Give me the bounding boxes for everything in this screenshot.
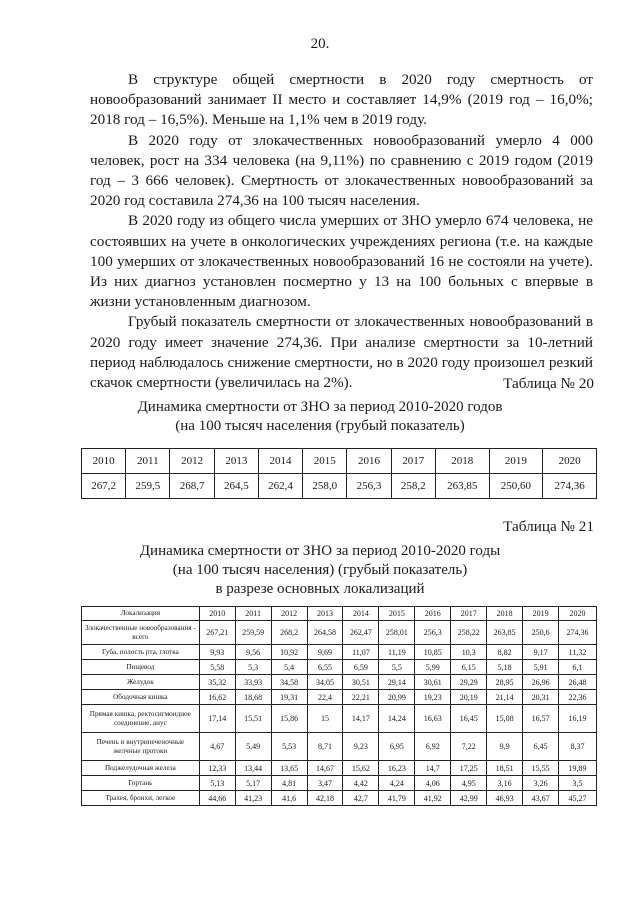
table21-value-cell: 41,23 xyxy=(235,791,271,806)
table21-site-cell: Прямая кишка, ректосигмоидное соединение, анус xyxy=(82,705,200,733)
table21-value-cell: 3,16 xyxy=(487,776,523,791)
table-row xyxy=(82,621,597,645)
table21-value-cell: 19,23 xyxy=(415,690,451,705)
table21-value-cell: 33,93 xyxy=(235,675,271,690)
table21-value-cell: 4,67 xyxy=(199,733,235,761)
table21-site-cell: Губа, полость рта, глотка xyxy=(82,645,200,660)
table21-value-cell: 15,51 xyxy=(235,705,271,733)
table21-value-cell: 34,05 xyxy=(307,675,343,690)
table21-value-cell: 6,15 xyxy=(451,660,487,675)
table21-value-cell: 262,47 xyxy=(343,621,379,645)
table21-value-cell: 16,57 xyxy=(523,705,559,733)
paragraph: В 2020 году из общего числа умерших от ЗНО умерло 674 человека, не состоявших на учете в онкологических учреждениях региона (т.е. на каждые 100 умерших от злокачественных новообразований 16 не состояли на учете). Из них диагноз установлен посмертно у 13 на 100 больных с впервые в жизни установленным диагнозом. xyxy=(90,212,593,311)
table21-value-cell: 258,01 xyxy=(379,621,415,645)
table21-header-year: 2014 xyxy=(343,607,379,621)
table21-value-cell: 5,13 xyxy=(199,776,235,791)
table21-value-cell: 7,22 xyxy=(451,733,487,761)
table21-value-cell: 19,31 xyxy=(271,690,307,705)
table21-value-cell: 4,24 xyxy=(379,776,415,791)
table-row xyxy=(82,705,597,733)
table21-value-cell: 22,4 xyxy=(307,690,343,705)
table21-value-cell: 14,67 xyxy=(307,761,343,776)
table21-value-cell: 9,17 xyxy=(523,645,559,660)
table21-value-cell: 18,68 xyxy=(235,690,271,705)
table21-header-year: 2010 xyxy=(199,607,235,621)
table21-value-cell: 14,17 xyxy=(343,705,379,733)
table-row xyxy=(82,660,597,675)
table21-site-cell: Злокачественные новообразования - всего xyxy=(82,621,200,645)
table21-value-cell: 41,6 xyxy=(271,791,307,806)
table20-value: 250,60 xyxy=(489,474,543,499)
table21-value-cell: 11,19 xyxy=(379,645,415,660)
table21-value-cell: 274,36 xyxy=(559,621,597,645)
table21-value-cell: 263,85 xyxy=(487,621,523,645)
table21-header-year: 2012 xyxy=(271,607,307,621)
table-row xyxy=(82,645,597,660)
table20-year: 2015 xyxy=(303,449,347,474)
table21-header-row xyxy=(82,607,597,621)
table21-value-cell: 5,3 xyxy=(235,660,271,675)
table20-years-row xyxy=(82,449,597,474)
table21-header-year: 2018 xyxy=(487,607,523,621)
table20-title-line: (на 100 тысяч населения (грубый показатель) xyxy=(175,418,465,434)
table21-value-cell: 3,47 xyxy=(307,776,343,791)
table21-site-cell: Поджелудочная железа xyxy=(82,761,200,776)
table20-values-row xyxy=(82,474,597,499)
table21-value-cell: 4,42 xyxy=(343,776,379,791)
paragraph: В 2020 году от злокачественных новообразований умерло 4 000 человек, рост на 334 человека (на 9,11%) по сравнению с 2019 годом (2019 год – 3 666 человек). Смертность от злокачественных новообразований за 2020 год составила 274,36 на 100 тысяч населения. xyxy=(90,131,593,210)
table20-value: 259,5 xyxy=(126,474,170,499)
table20-value: 267,2 xyxy=(82,474,126,499)
table21-value-cell: 9,93 xyxy=(199,645,235,660)
table21-value-cell: 6,59 xyxy=(343,660,379,675)
table20-value: 268,7 xyxy=(170,474,214,499)
table21-value-cell: 16,62 xyxy=(199,690,235,705)
table21-title-line: (на 100 тысяч населения) (грубый показатель) xyxy=(172,562,468,578)
table21-value-cell: 268,2 xyxy=(271,621,307,645)
table21-value-cell: 20,19 xyxy=(451,690,487,705)
table21-header-site: Локализация xyxy=(82,607,200,621)
table21-value-cell: 21,14 xyxy=(487,690,523,705)
table21-title-line: в разрезе основных локализаций xyxy=(215,581,425,597)
table21-value-cell: 16,45 xyxy=(451,705,487,733)
table21-value-cell: 5,4 xyxy=(271,660,307,675)
table21-value-cell: 258,22 xyxy=(451,621,487,645)
table21-value-cell: 6,55 xyxy=(307,660,343,675)
table20-year: 2014 xyxy=(258,449,302,474)
table21-value-cell: 17,14 xyxy=(199,705,235,733)
table21-value-cell: 9,69 xyxy=(307,645,343,660)
table21-value-cell: 5,53 xyxy=(271,733,307,761)
table21-value-cell: 17,25 xyxy=(451,761,487,776)
table21-value-cell: 250,6 xyxy=(523,621,559,645)
table21-value-cell: 10,92 xyxy=(271,645,307,660)
paragraph: Грубый показатель смертности от злокачественных новообразований в 2020 году имеет значение 274,36. При анализе смертности за 10-летний период наблюдалось снижение смертности, но в 2020 году произошел резкий скачок смертности (увеличилась на 2%). xyxy=(90,313,593,392)
table21-value-cell: 13,65 xyxy=(271,761,307,776)
table-row xyxy=(82,791,597,806)
table21-value-cell: 22,21 xyxy=(343,690,379,705)
table21-value-cell: 8,37 xyxy=(559,733,597,761)
table21-value-cell: 5,99 xyxy=(415,660,451,675)
table21-value-cell: 12,33 xyxy=(199,761,235,776)
table20-year: 2010 xyxy=(82,449,126,474)
table21-value-cell: 29,29 xyxy=(451,675,487,690)
table21-value-cell: 20,31 xyxy=(523,690,559,705)
table21-site-cell: Пищевод xyxy=(82,660,200,675)
table21-header-year: 2013 xyxy=(307,607,343,621)
table21-value-cell: 45,27 xyxy=(559,791,597,806)
table21-value-cell: 28,95 xyxy=(487,675,523,690)
table21-value-cell: 9,9 xyxy=(487,733,523,761)
table21-value-cell: 43,67 xyxy=(523,791,559,806)
table21-value-cell: 20,99 xyxy=(379,690,415,705)
table21-header-year: 2011 xyxy=(235,607,271,621)
table21-value-cell: 42,7 xyxy=(343,791,379,806)
table21-value-cell: 41,92 xyxy=(415,791,451,806)
table20-value: 274,36 xyxy=(543,474,597,499)
table21 xyxy=(81,606,597,806)
table21-value-cell: 267,21 xyxy=(199,621,235,645)
table20-year: 2016 xyxy=(347,449,391,474)
table-row xyxy=(82,733,597,761)
table21-value-cell: 9,23 xyxy=(343,733,379,761)
table20-year: 2012 xyxy=(170,449,214,474)
table21-value-cell: 16,23 xyxy=(379,761,415,776)
table21-value-cell: 4,06 xyxy=(415,776,451,791)
table21-value-cell: 11,32 xyxy=(559,645,597,660)
table21-value-cell: 14,7 xyxy=(415,761,451,776)
table-row xyxy=(82,675,597,690)
table20-value: 256,3 xyxy=(347,474,391,499)
table21-value-cell: 15,86 xyxy=(271,705,307,733)
table21-value-cell: 6,95 xyxy=(379,733,415,761)
table21-value-cell: 5,17 xyxy=(235,776,271,791)
table21-value-cell: 4,95 xyxy=(451,776,487,791)
table21-header-year: 2019 xyxy=(523,607,559,621)
page-number: 20. xyxy=(310,36,330,52)
table21-title-line: Динамика смертности от ЗНО за период 2010-2020 годы xyxy=(139,543,501,559)
table21-value-cell: 44,66 xyxy=(199,791,235,806)
table21-value-cell: 5,58 xyxy=(199,660,235,675)
table21-value-cell: 5,91 xyxy=(523,660,559,675)
body-text xyxy=(90,70,593,393)
table21-value-cell: 10,3 xyxy=(451,645,487,660)
table20-title-line: Динамика смертности от ЗНО за период 2010-2020 годов xyxy=(137,399,503,415)
paragraph: В структуре общей смертности в 2020 году смертность от новообразований занимает II место и составляет 14,9% (2019 год – 16,0%; 2018 год – 16,5%). Меньше на 1,1% чем в 2019 году. xyxy=(90,71,593,129)
table21-site-cell: Желудок xyxy=(82,675,200,690)
table20-value: 262,4 xyxy=(258,474,302,499)
table21-value-cell: 8,71 xyxy=(307,733,343,761)
table21-value-cell: 11,07 xyxy=(343,645,379,660)
table20-caption: Таблица № 20 xyxy=(503,375,594,392)
table20-value: 258,2 xyxy=(391,474,435,499)
table-row xyxy=(82,761,597,776)
table20-year: 2013 xyxy=(214,449,258,474)
table21-value-cell: 9,56 xyxy=(235,645,271,660)
table21-caption: Таблица № 21 xyxy=(503,518,594,535)
table20-title xyxy=(0,398,640,436)
table21-title xyxy=(0,542,640,599)
table21-value-cell: 35,32 xyxy=(199,675,235,690)
table21-value-cell: 5,18 xyxy=(487,660,523,675)
table20-year: 2017 xyxy=(391,449,435,474)
table21-value-cell: 29,14 xyxy=(379,675,415,690)
table21-value-cell: 18,51 xyxy=(487,761,523,776)
table21-value-cell: 34,58 xyxy=(271,675,307,690)
table21-header-year: 2020 xyxy=(559,607,597,621)
table21-value-cell: 3,26 xyxy=(523,776,559,791)
table20-value: 258,0 xyxy=(303,474,347,499)
table21-value-cell: 30,51 xyxy=(343,675,379,690)
table20-value: 263,85 xyxy=(435,474,489,499)
table21-value-cell: 5,49 xyxy=(235,733,271,761)
table21-value-cell: 16,19 xyxy=(559,705,597,733)
table21-value-cell: 6,92 xyxy=(415,733,451,761)
table21-value-cell: 6,1 xyxy=(559,660,597,675)
table20-year: 2019 xyxy=(489,449,543,474)
table21-value-cell: 10,85 xyxy=(415,645,451,660)
table21-site-cell: Печень и внутрипеченочные желчные протоки xyxy=(82,733,200,761)
table21-value-cell: 26,48 xyxy=(559,675,597,690)
table20-year: 2018 xyxy=(435,449,489,474)
table21-header-year: 2016 xyxy=(415,607,451,621)
table21-value-cell: 14,24 xyxy=(379,705,415,733)
table20-year: 2020 xyxy=(543,449,597,474)
table21-site-cell: Ободочная кишка xyxy=(82,690,200,705)
table21-value-cell: 42,18 xyxy=(307,791,343,806)
table21-value-cell: 8,82 xyxy=(487,645,523,660)
table21-site-cell: Гортань xyxy=(82,776,200,791)
table21-value-cell: 4,81 xyxy=(271,776,307,791)
table21-value-cell: 5,5 xyxy=(379,660,415,675)
table21-value-cell: 22,36 xyxy=(559,690,597,705)
table-row xyxy=(82,776,597,791)
table21-value-cell: 256,3 xyxy=(415,621,451,645)
table21-value-cell: 6,45 xyxy=(523,733,559,761)
table21-value-cell: 19,89 xyxy=(559,761,597,776)
table21-value-cell: 42,99 xyxy=(451,791,487,806)
table20-value: 264,5 xyxy=(214,474,258,499)
table21-value-cell: 15,62 xyxy=(343,761,379,776)
table21-value-cell: 259,59 xyxy=(235,621,271,645)
table21-value-cell: 15 xyxy=(307,705,343,733)
table21-value-cell: 3,5 xyxy=(559,776,597,791)
table21-value-cell: 16,63 xyxy=(415,705,451,733)
table21-value-cell: 264,58 xyxy=(307,621,343,645)
table21-value-cell: 46,93 xyxy=(487,791,523,806)
table21-header-year: 2017 xyxy=(451,607,487,621)
table20-year: 2011 xyxy=(126,449,170,474)
table21-header-year: 2015 xyxy=(379,607,415,621)
table21-value-cell: 26,96 xyxy=(523,675,559,690)
table21-value-cell: 41,79 xyxy=(379,791,415,806)
table21-value-cell: 13,44 xyxy=(235,761,271,776)
table-row xyxy=(82,690,597,705)
table21-value-cell: 30,61 xyxy=(415,675,451,690)
table21-site-cell: Трахея, бронхи, легкое xyxy=(82,791,200,806)
table21-value-cell: 15,55 xyxy=(523,761,559,776)
table21-value-cell: 15,08 xyxy=(487,705,523,733)
table20 xyxy=(81,448,597,499)
